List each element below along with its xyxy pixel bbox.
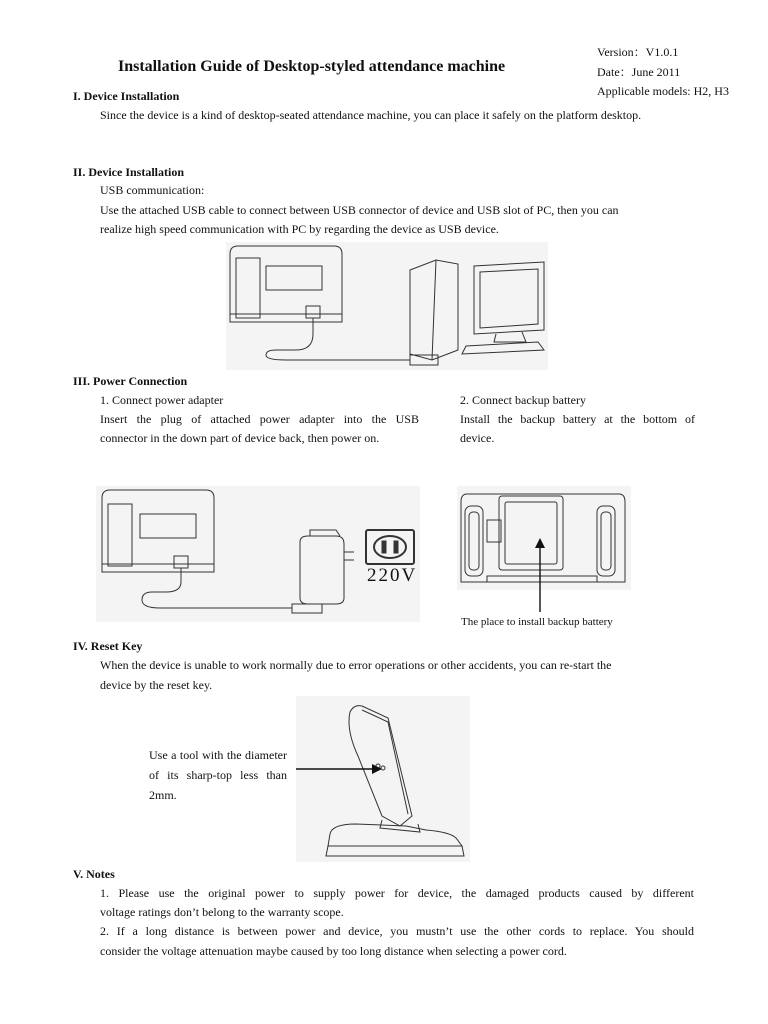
section-4-heading: IV. Reset Key [73, 639, 143, 653]
voltage-label: 220V [367, 565, 418, 586]
note-1-line-2: voltage ratings don’t belong to the warranty scope. [100, 905, 344, 919]
section-2-subheading: USB communication: [100, 183, 205, 197]
section-4-line-1: When the device is unable to work normally due to error operations or other accidents, you can re-start the [100, 658, 612, 672]
reset-tool-callout: Use a tool with the diameter of its sharp-top less than 2mm. [149, 748, 287, 802]
section-2-line-1: Use the attached USB cable to connect between USB connector of device and USB slot of PC, then you can [100, 203, 619, 217]
section-1-heading: I. Device Installation [73, 89, 180, 103]
power-adapter-diagram [96, 486, 420, 622]
date-label: Date：June 2011 [597, 65, 681, 79]
backup-battery-title: 2. Connect backup battery [460, 393, 586, 407]
backup-battery-line-2: device. [460, 431, 495, 445]
section-2-heading: II. Device Installation [73, 165, 184, 179]
section-5-heading: V. Notes [73, 867, 115, 881]
power-adapter-line-2: connector in the down part of device back, then power on. [100, 431, 380, 445]
battery-pointer-arrow [534, 538, 546, 612]
reset-key-diagram [296, 696, 470, 862]
section-3-heading: III. Power Connection [73, 374, 188, 388]
note-1-line-1: 1. Please use the original power to supply power for device, the damaged products caused by different [100, 886, 694, 900]
note-2-line-1: 2. If a long distance is between power and device, you mustn’t use the other cords to replace. You should [100, 924, 694, 938]
section-1-text: Since the device is a kind of desktop-seated attendance machine, you can place it safely on the platform desktop. [100, 108, 642, 122]
version-label: Version：V1.0.1 [597, 45, 679, 59]
power-adapter-line-1: Insert the plug of attached power adapter into the USB [100, 412, 419, 426]
models-label: Applicable models: H2, H3 [597, 84, 729, 98]
note-2-line-2: consider the voltage attenuation maybe caused by too long distance when selecting a power cord. [100, 944, 567, 958]
power-adapter-title: 1. Connect power adapter [100, 393, 224, 407]
backup-battery-line-1: Install the backup battery at the bottom of [460, 412, 695, 426]
page-title: Installation Guide of Desktop-styled attendance machine [118, 58, 506, 75]
reset-pointer-arrow [296, 764, 382, 774]
section-2-line-2: realize high speed communication with PC by regarding the device as USB device. [100, 222, 499, 236]
section-4-line-2: device by the reset key. [100, 678, 213, 692]
usb-connection-diagram [226, 242, 548, 370]
battery-caption: The place to install backup battery [461, 616, 613, 628]
